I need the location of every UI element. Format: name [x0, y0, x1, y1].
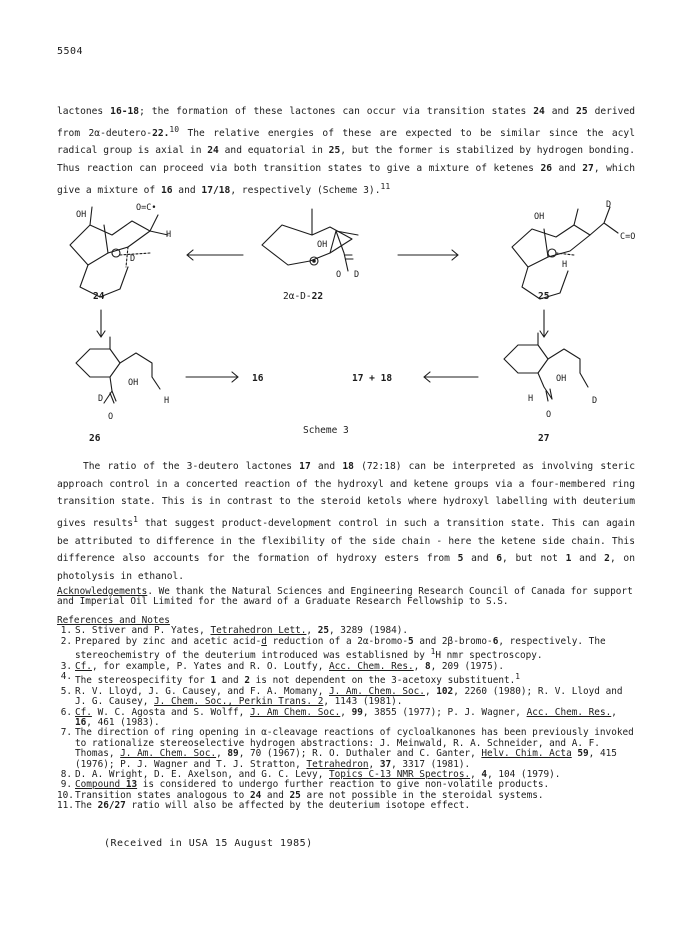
reaction-arrow — [186, 372, 238, 382]
reaction-arrow — [424, 372, 478, 382]
reference-item: 8. D. A. Wright, D. E. Axelson, and G. C. Levy, Topics C-13 NMR Spectros., 4, 104 (1979). — [60, 768, 561, 780]
atom-label: OH — [556, 374, 567, 384]
reference-item: 1. S. Stiver and P. Yates, Tetrahedron Lett., 25, 3289 (1984). — [60, 625, 409, 637]
text: , which give a mixture of — [57, 162, 635, 196]
compound-ref: 26 — [540, 162, 552, 174]
paragraph-discussion — [57, 458, 635, 585]
atom-label: OH — [128, 378, 139, 388]
text: and equatorial in — [218, 145, 329, 157]
atom-label: OH — [317, 240, 328, 250]
compound-label-22: 2α-D-22 — [283, 291, 324, 302]
text: , respectively (Scheme 3). — [230, 184, 381, 196]
reference-item: 11. The 26/27 ratio will also be affected by the deuterium isotope effect. — [57, 800, 471, 812]
page-number: 5504 — [57, 46, 84, 57]
structure-27 — [504, 333, 588, 401]
reference-item: 10. Transition states analogous to 24 and 25 are not possible in the steroidal systems. — [57, 789, 544, 801]
compound-ref: 6 — [496, 553, 502, 565]
reference-item: 4. The stereospecifity for 1 and 2 is not dependent on the 3-acetoxy substituent.$^1$ — [60, 671, 521, 687]
reaction-arrow — [97, 310, 105, 337]
structure-24 — [70, 207, 168, 297]
atom-label: O — [336, 270, 342, 280]
compound-ref: 27 — [582, 162, 594, 174]
text: derived from 2α-deutero- — [57, 106, 635, 139]
text: that suggest product-development control in such a transition state. This can again be attributed to difference in the flexibility of the side chain - here the ketene side chain. This difference also accounts for the formation of hydroxy esters from — [57, 517, 635, 565]
text: lactones — [57, 106, 111, 117]
compound-ref: 18 — [342, 461, 354, 472]
atom-label: D — [98, 394, 104, 404]
compound-ref: 22. — [152, 127, 170, 139]
text: , but the former is stabilized by hydrogen bonding. Thus reaction can proceed via both transition states to give a mixture of ketenes — [57, 145, 635, 174]
compound-label-27: 27 — [538, 433, 550, 444]
structure-22 — [262, 209, 358, 271]
compound-ref: 17/18 — [201, 184, 231, 196]
compound-ref: 25 — [576, 106, 588, 117]
reference-item: 9. Compound 13 is considered to undergo further reaction to give non-volatile products. — [60, 779, 550, 791]
compound-label-24: 24 — [93, 291, 105, 302]
scheme-caption: Scheme 3 — [303, 425, 349, 436]
atom-label: H — [562, 260, 568, 270]
product-16: 16 — [252, 373, 264, 384]
compound-ref: 24 — [533, 106, 545, 117]
citation-superscript: 10 — [169, 124, 180, 134]
atom-label: H — [528, 394, 534, 404]
reference-item: 2. Prepared by zinc and acetic acid-d reduction of a 2α-bromo-5 and 2β-bromo-6, respectively. The stereochemistry of the deuterium introduced was establisned by $^1$H nmr spectroscopy. — [60, 635, 606, 662]
atom-label: D — [606, 200, 612, 210]
atom-label: H — [166, 230, 172, 240]
text: and — [310, 461, 343, 472]
atom-label: H — [164, 396, 170, 406]
compound-ref: 25 — [328, 145, 341, 157]
atom-label: O=C• — [136, 203, 157, 213]
text: , but not — [502, 553, 566, 565]
text: and — [544, 106, 577, 117]
text: , on photolysis in ethanol. — [57, 553, 635, 582]
atom-label: OH — [534, 212, 545, 222]
compound-ref: 1 — [565, 553, 572, 565]
compound-ref: 2 — [604, 553, 610, 565]
atom-label: OH — [76, 210, 87, 220]
reaction-arrow — [398, 250, 458, 260]
citation-superscript: 11 — [380, 181, 391, 191]
received-date: (Received in USA 15 August 1985) — [104, 838, 313, 849]
acknowledgements — [57, 587, 637, 608]
structure-26 — [76, 337, 160, 403]
text: and — [571, 553, 605, 565]
product-17-18: 17 + 18 — [352, 373, 393, 384]
compound-label-25: 25 — [538, 291, 550, 302]
text: The relative energies of these are expected to be similar since the acyl radical group is axial in — [57, 127, 635, 157]
ack-text: . We thank the Natural Sciences and Engineering Research Council of Canada for support and Imperial Oil Limited for the award of a Graduate Research Fellowship to S.S. — [57, 586, 633, 608]
compound-ref: 24 — [207, 145, 219, 157]
text: and — [463, 553, 497, 565]
compound-label-26: 26 — [89, 433, 101, 444]
paragraph-intro — [57, 103, 635, 199]
ack-heading: Acknowledgements — [57, 586, 148, 597]
scheme-3-figure — [0, 195, 680, 450]
text: ; the formation of these lactones can occur via transition states — [139, 106, 534, 117]
atom-label: D — [354, 270, 360, 280]
reference-item: 7. The direction of ring opening in α-cleavage reactions of cycloalkanones has been previously invoked to rationalize stereoselective hydrogen abstractions: J. Meinwald, R. A. Schneider, and A. F. Thomas, J. Am. Chem. Soc., 89, 70 (1967); R. O. Duthaler and C. Ganter, Helv. Chim. Acta 59, 415 (1976); P. J. Wagner and T. J. Stratton, Tetrahedron, 37, 3317 (1981). — [60, 727, 634, 770]
atom-label: C=O — [620, 232, 636, 242]
reaction-arrow — [187, 250, 243, 260]
reference-item: 5. R. V. Lloyd, J. G. Causey, and F. A. Momany, J. Am. Chem. Soc., 102, 2260 (1980); R. V. Lloyd and J. G. Causey, J. Chem. Soc., Perkin Trans. 2, 1143 (1981). — [60, 685, 623, 708]
references-heading: References and Notes — [57, 615, 170, 626]
compound-ref: 5 — [457, 553, 464, 565]
citation-superscript: 1 — [133, 514, 138, 524]
compound-ref: 16 — [160, 184, 173, 196]
atom-label: D — [130, 254, 136, 264]
text: and — [172, 184, 202, 196]
text: The ratio of the 3-deutero lactones — [83, 461, 300, 472]
text: and — [552, 162, 583, 174]
structure-25 — [512, 207, 618, 299]
reaction-arrow — [540, 310, 548, 337]
reference-item: 3. Cf., for example, P. Yates and R. O. Loutfy, Acc. Chem. Res., 8, 209 (1975). — [60, 660, 504, 672]
compound-ref: 17 — [299, 461, 311, 472]
references — [57, 616, 637, 812]
atom-label: D — [592, 396, 598, 406]
atom-label: O — [546, 410, 552, 420]
atom-label: O — [108, 412, 114, 422]
compound-ref: 16-18 — [110, 106, 140, 117]
reference-item: 6. Cf. W. C. Agosta and S. Wolff, J. Am Chem. Soc., 99, 3855 (1977); P. J. Wagner, Acc. Chem. Res., 16, 461 (1983). — [60, 706, 617, 728]
text: (72:18) can be interpreted as involving steric approach control in a concerted reaction of the hydroxyl and ketene groups via a four-membered ring transition state. This is in contrast to the steroid ketols where hydroxyl labelling with deuterium gives results — [57, 461, 635, 529]
